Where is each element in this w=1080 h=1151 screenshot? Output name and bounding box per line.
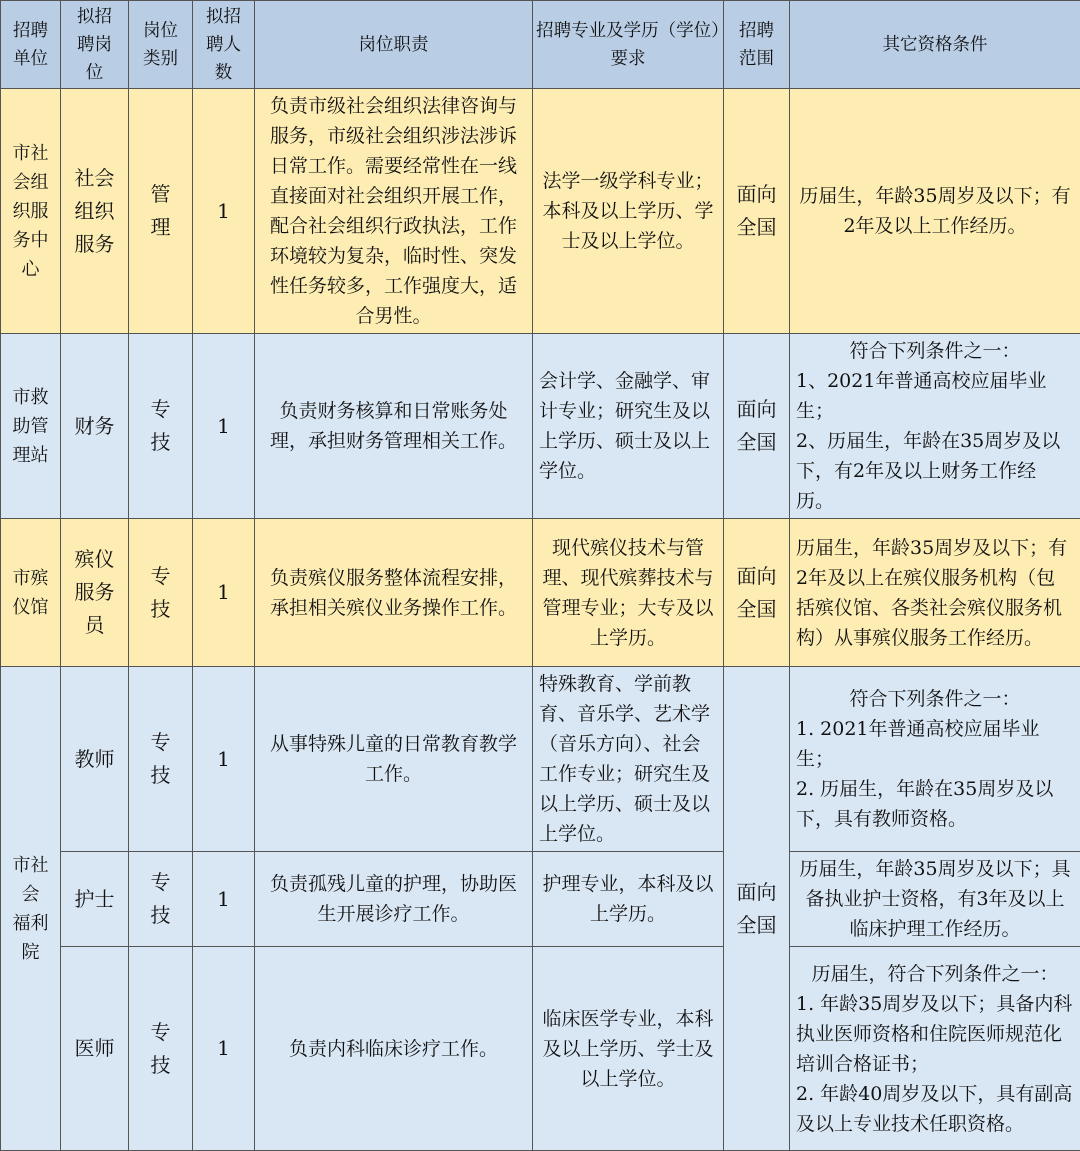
cell-unit: 市社 会 福利 院 bbox=[1, 667, 61, 1151]
cell-scope: 面向 全国 bbox=[724, 89, 790, 334]
cell-duties: 负责内科临床诊疗工作。 bbox=[255, 947, 533, 1151]
other-line: 1. 2021年普通高校应届毕业生； bbox=[796, 714, 1074, 774]
other-line: 1、2021年普通高校应届毕业生； bbox=[796, 366, 1074, 426]
cell-count: 1 bbox=[193, 519, 255, 667]
cell-major: 法学一级学科专业；本科及以上学历、学士及以上学位。 bbox=[533, 89, 724, 334]
other-line: 2. 年龄40周岁及以下，具有副高及以上专业技术任职资格。 bbox=[796, 1079, 1074, 1139]
table-row bbox=[1, 947, 1080, 1151]
cell-other: 历届生，年龄35周岁及以下；具备执业护士资格，有3年及以上临床护理工作经历。 bbox=[790, 852, 1080, 947]
table-row bbox=[1, 667, 1080, 852]
cell-post: 殡仪 服务 员 bbox=[61, 519, 129, 667]
cell-post: 医师 bbox=[61, 947, 129, 1151]
cell-duties: 负责市级社会组织法律咨询与服务，市级社会组织涉法涉诉日常工作。需要经常性在一线直接面对社会组织开展工作，配合社会组织行政执法，工作环境较为复杂，临时性、突发性任务较多，工作强度大，适合男性。 bbox=[255, 89, 533, 334]
cell-major: 会计学、金融学、审计专业；研究生及以上学历、硕士及以上学位。 bbox=[533, 334, 724, 519]
cell-unit: 市救 助管 理站 bbox=[1, 334, 61, 519]
other-line: 符合下列条件之一： bbox=[796, 336, 1074, 366]
cell-unit: 市社 会组 织服 务中 心 bbox=[1, 89, 61, 334]
table-row bbox=[1, 334, 1080, 519]
header-major: 招聘专业及学历（学位）要求 bbox=[533, 1, 724, 89]
cell-post: 护士 bbox=[61, 852, 129, 947]
header-unit: 招聘 单位 bbox=[1, 1, 61, 89]
cell-other: 历届生，年龄35周岁及以下；有2年及以上工作经历。 bbox=[790, 89, 1080, 334]
cell-other bbox=[790, 947, 1080, 1151]
header-other: 其它资格条件 bbox=[790, 1, 1080, 89]
other-line: 1. 年龄35周岁及以下；具备内科执业医师资格和住院医师规范化培训合格证书； bbox=[796, 989, 1074, 1079]
table-row bbox=[1, 519, 1080, 667]
cell-category: 专 技 bbox=[129, 519, 193, 667]
cell-count: 1 bbox=[193, 947, 255, 1151]
cell-category: 管 理 bbox=[129, 89, 193, 334]
cell-category: 专 技 bbox=[129, 667, 193, 852]
other-line: 2、历届生，年龄在35周岁及以下，有2年及以上财务工作经历。 bbox=[796, 426, 1074, 516]
cell-duties: 负责孤残儿童的护理，协助医生开展诊疗工作。 bbox=[255, 852, 533, 947]
cell-other: 历届生，年龄35周岁及以下；有2年及以上在殡仪服务机构（包括殡仪馆、各类社会殡仪服务机构）从事殡仪服务工作经历。 bbox=[790, 519, 1080, 667]
header-post: 拟招 聘岗 位 bbox=[61, 1, 129, 89]
cell-count: 1 bbox=[193, 852, 255, 947]
cell-major: 特殊教育、学前教育、音乐学、艺术学（音乐方向）、社会工作专业；研究生及以上学历、硕士及以上学位。 bbox=[533, 667, 724, 852]
cell-other bbox=[790, 667, 1080, 852]
other-line: 符合下列条件之一： bbox=[796, 684, 1074, 714]
cell-scope: 面向 全国 bbox=[724, 519, 790, 667]
header-row bbox=[1, 1, 1080, 89]
header-count: 拟招 聘人 数 bbox=[193, 1, 255, 89]
cell-scope: 面向 全国 bbox=[724, 334, 790, 519]
cell-category: 专 技 bbox=[129, 852, 193, 947]
cell-count: 1 bbox=[193, 667, 255, 852]
other-line: 2. 历届生，年龄在35周岁及以下，具有教师资格。 bbox=[796, 774, 1074, 834]
cell-post: 财务 bbox=[61, 334, 129, 519]
cell-duties: 负责财务核算和日常账务处理，承担财务管理相关工作。 bbox=[255, 334, 533, 519]
cell-category: 专 技 bbox=[129, 334, 193, 519]
cell-unit: 市殡 仪馆 bbox=[1, 519, 61, 667]
table-row bbox=[1, 852, 1080, 947]
cell-duties: 负责殡仪服务整体流程安排，承担相关殡仪业务操作工作。 bbox=[255, 519, 533, 667]
cell-count: 1 bbox=[193, 89, 255, 334]
cell-post: 教师 bbox=[61, 667, 129, 852]
cell-category: 专 技 bbox=[129, 947, 193, 1151]
header-category: 岗位 类别 bbox=[129, 1, 193, 89]
cell-other bbox=[790, 334, 1080, 519]
header-duties: 岗位职责 bbox=[255, 1, 533, 89]
cell-major: 现代殡仪技术与管理、现代殡葬技术与管理专业；大专及以上学历。 bbox=[533, 519, 724, 667]
cell-count: 1 bbox=[193, 334, 255, 519]
cell-major: 护理专业，本科及以上学历。 bbox=[533, 852, 724, 947]
cell-duties: 从事特殊儿童的日常教育教学工作。 bbox=[255, 667, 533, 852]
cell-major: 临床医学专业，本科及以上学历、学士及以上学位。 bbox=[533, 947, 724, 1151]
table-row bbox=[1, 89, 1080, 334]
cell-post: 社会 组织 服务 bbox=[61, 89, 129, 334]
cell-scope: 面向 全国 bbox=[724, 667, 790, 1151]
other-line: 历届生，符合下列条件之一： bbox=[796, 959, 1074, 989]
header-scope: 招聘 范围 bbox=[724, 1, 790, 89]
